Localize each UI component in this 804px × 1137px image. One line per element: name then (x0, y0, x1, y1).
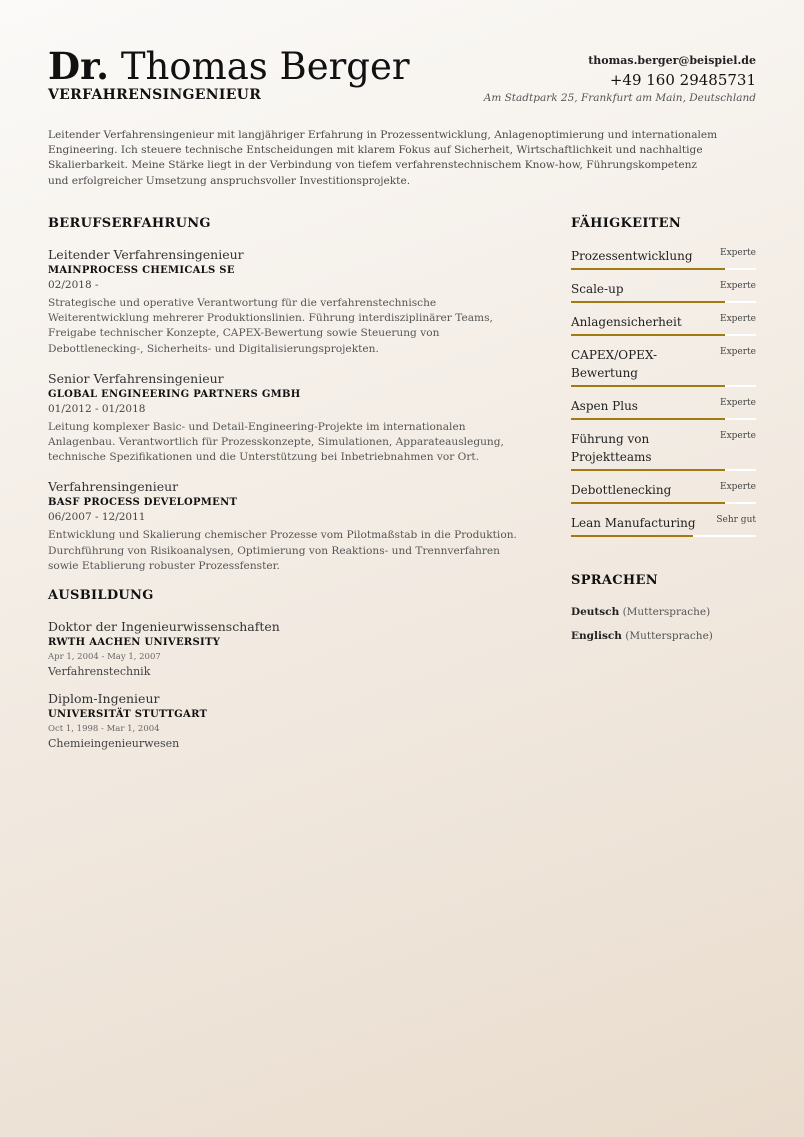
skill-name: Aspen Plus (571, 399, 638, 413)
skill-name: Prozessentwicklung (571, 249, 693, 263)
skill-bar (571, 469, 756, 471)
skill-name: Lean Manufacturing (571, 516, 696, 530)
education-entry (48, 691, 533, 751)
job-role: Senior Verfahrensingenieur (48, 370, 224, 386)
skill-bar (571, 301, 756, 303)
job-role: Leitender Verfahrensingenieur (48, 247, 244, 262)
job-date: 06/2007 - 12/2011 (48, 511, 146, 524)
language-level: (Muttersprache) (622, 606, 711, 618)
skill-name: Anlagensicherheit (571, 315, 682, 329)
languages-heading: SPRACHEN (571, 573, 658, 588)
education-entry (48, 619, 533, 679)
skill-row (571, 280, 756, 298)
skills-heading: FÄHIGKEITEN (571, 216, 682, 231)
skill-level: Experte (720, 398, 756, 408)
skill-level: Sehr gut (716, 515, 756, 525)
skill-level: Experte (720, 281, 756, 291)
skill-bar-fill (571, 301, 725, 303)
experience-heading: BERUFSERFAHRUNG (48, 216, 211, 231)
skill-name: Scale-up (571, 282, 624, 296)
skill-item (571, 247, 756, 270)
language-level: (Muttersprache) (625, 630, 713, 642)
job-company: MAINPROCESS CHEMICALS SE (48, 265, 235, 276)
education-school: RWTH AACHEN UNIVERSITY (48, 637, 221, 649)
skill-bar-fill (571, 268, 725, 270)
education-date: Oct 1, 1998 - Mar 1, 2004 (48, 724, 160, 735)
skill-row (571, 481, 756, 499)
skill-item (571, 313, 756, 336)
skill-row (571, 430, 756, 466)
education-section (48, 588, 533, 751)
skill-bar (571, 385, 756, 387)
skill-item (571, 346, 756, 387)
skill-row (571, 346, 756, 382)
skill-row (571, 247, 756, 265)
job-company: BASF PROCESS DEVELOPMENT (48, 497, 238, 509)
job-description: Strategische und operative Verantwortung für die verfahrenstechnische Weiterentwicklung mehrerer Produktionslinien. Führung interdisziplinärer Teams, Freigabe technischer Konzepte, CAPEX-Bewertung sowie Steuerung von Debottlenecking-, Sicherheits- und Digitalisierungsprojekten. (48, 297, 493, 355)
education-degree: Doktor der Ingenieurwissenschaften (48, 619, 280, 635)
languages-list (571, 604, 756, 644)
skill-bar-fill (571, 418, 725, 420)
contact-block (484, 54, 756, 105)
education-field: Verfahrenstechnik (48, 665, 151, 679)
skill-level: Experte (720, 347, 756, 357)
job-entry (48, 371, 533, 466)
email-address: thomas.berger@beispiel.de (588, 54, 756, 67)
skill-item (571, 397, 756, 420)
job-role: Verfahrensingenieur (48, 479, 179, 495)
skill-bar (571, 268, 756, 270)
education-field: Chemieingenieurwesen (48, 737, 180, 751)
education-school: UNIVERSITÄT STUTTGART (48, 709, 208, 721)
skill-row (571, 514, 756, 532)
job-date: 02/2018 - (48, 279, 99, 291)
language-name: Englisch (571, 630, 622, 642)
skill-bar (571, 502, 756, 504)
postal-address: Am Stadtpark 25, Frankfurt am Main, Deutschland (483, 92, 756, 104)
skill-name: Führung von Projektteams (571, 432, 652, 464)
skill-row (571, 397, 756, 415)
experience-section (48, 216, 533, 574)
side-column (571, 216, 756, 652)
education-date: Apr 1, 2004 - May 1, 2007 (48, 652, 161, 663)
profile-summary: Leitender Verfahrensingenieur mit langjähriger Erfahrung in Prozessentwicklung, Anlagenoptimierung und internationalem Engineering. Ich steuere technische Entscheidungen mit klarem Fokus auf Sicherheit, Wirtschaftlichkeit und nachhaltige Skalierbarkeit. Meine Stärke liegt in der Verbindung von tiefem verfahrenstechnischem Know-how, Führungskompetenz und erfolgreicher Umsetzung anspruchsvoller Investitionsprojekte. (48, 129, 718, 187)
skill-level: Experte (720, 248, 756, 258)
education-degree: Diplom-Ingenieur (48, 691, 160, 707)
full-name: Thomas Berger (120, 45, 410, 88)
job-entry (48, 479, 533, 574)
skill-bar-fill (571, 535, 693, 537)
job-title: VERFAHRENSINGENIEUR (48, 87, 262, 103)
language-item (571, 628, 756, 644)
skill-bar-fill (571, 334, 725, 336)
education-heading: AUSBILDUNG (48, 588, 154, 604)
skill-level: Experte (720, 482, 756, 492)
language-item (571, 604, 756, 620)
skill-bar-fill (571, 385, 725, 387)
skill-bar (571, 418, 756, 420)
candidate-name (48, 44, 410, 89)
job-description: Entwicklung und Skalierung chemischer Prozesse vom Pilotmaßstab in die Produktion. Durchführung von Risikoanalysen, Optimierung von Reaktions- und Trennverfahren sowie Etablierung robuster Prozessfenster. (48, 529, 517, 572)
skill-row (571, 313, 756, 331)
skill-bar-fill (571, 469, 725, 471)
skill-bar-fill (571, 502, 725, 504)
skills-list (571, 247, 756, 537)
job-company: GLOBAL ENGINEERING PARTNERS GMBH (48, 388, 301, 400)
skill-item (571, 280, 756, 303)
skill-bar (571, 535, 756, 537)
skill-item (571, 514, 756, 537)
skill-level: Experte (720, 314, 756, 324)
skill-item (571, 481, 756, 504)
phone-number: +49 160 29485731 (609, 71, 756, 89)
skill-name: CAPEX/OPEX-Bewertung (571, 348, 658, 380)
job-description: Leitung komplexer Basic- und Detail-Engineering-Projekte im internationalen Anlagenbau. Verantwortlich für Prozesskonzepte, Simulationen, Apparateauslegung, technische Spezifikationen und die Unterstützung bei Inbetriebnahmen vor Ort. (48, 420, 504, 464)
job-date: 01/2012 - 01/2018 (48, 402, 146, 415)
skill-bar (571, 334, 756, 336)
language-name: Deutsch (571, 606, 620, 618)
skill-level: Experte (720, 431, 756, 441)
main-column (48, 216, 533, 763)
job-entry (48, 247, 533, 357)
skills-section (571, 216, 756, 537)
name-prefix: Dr. (48, 44, 110, 88)
languages-section (571, 573, 756, 644)
skill-name: Debottlenecking (571, 483, 672, 497)
skill-item (571, 430, 756, 471)
